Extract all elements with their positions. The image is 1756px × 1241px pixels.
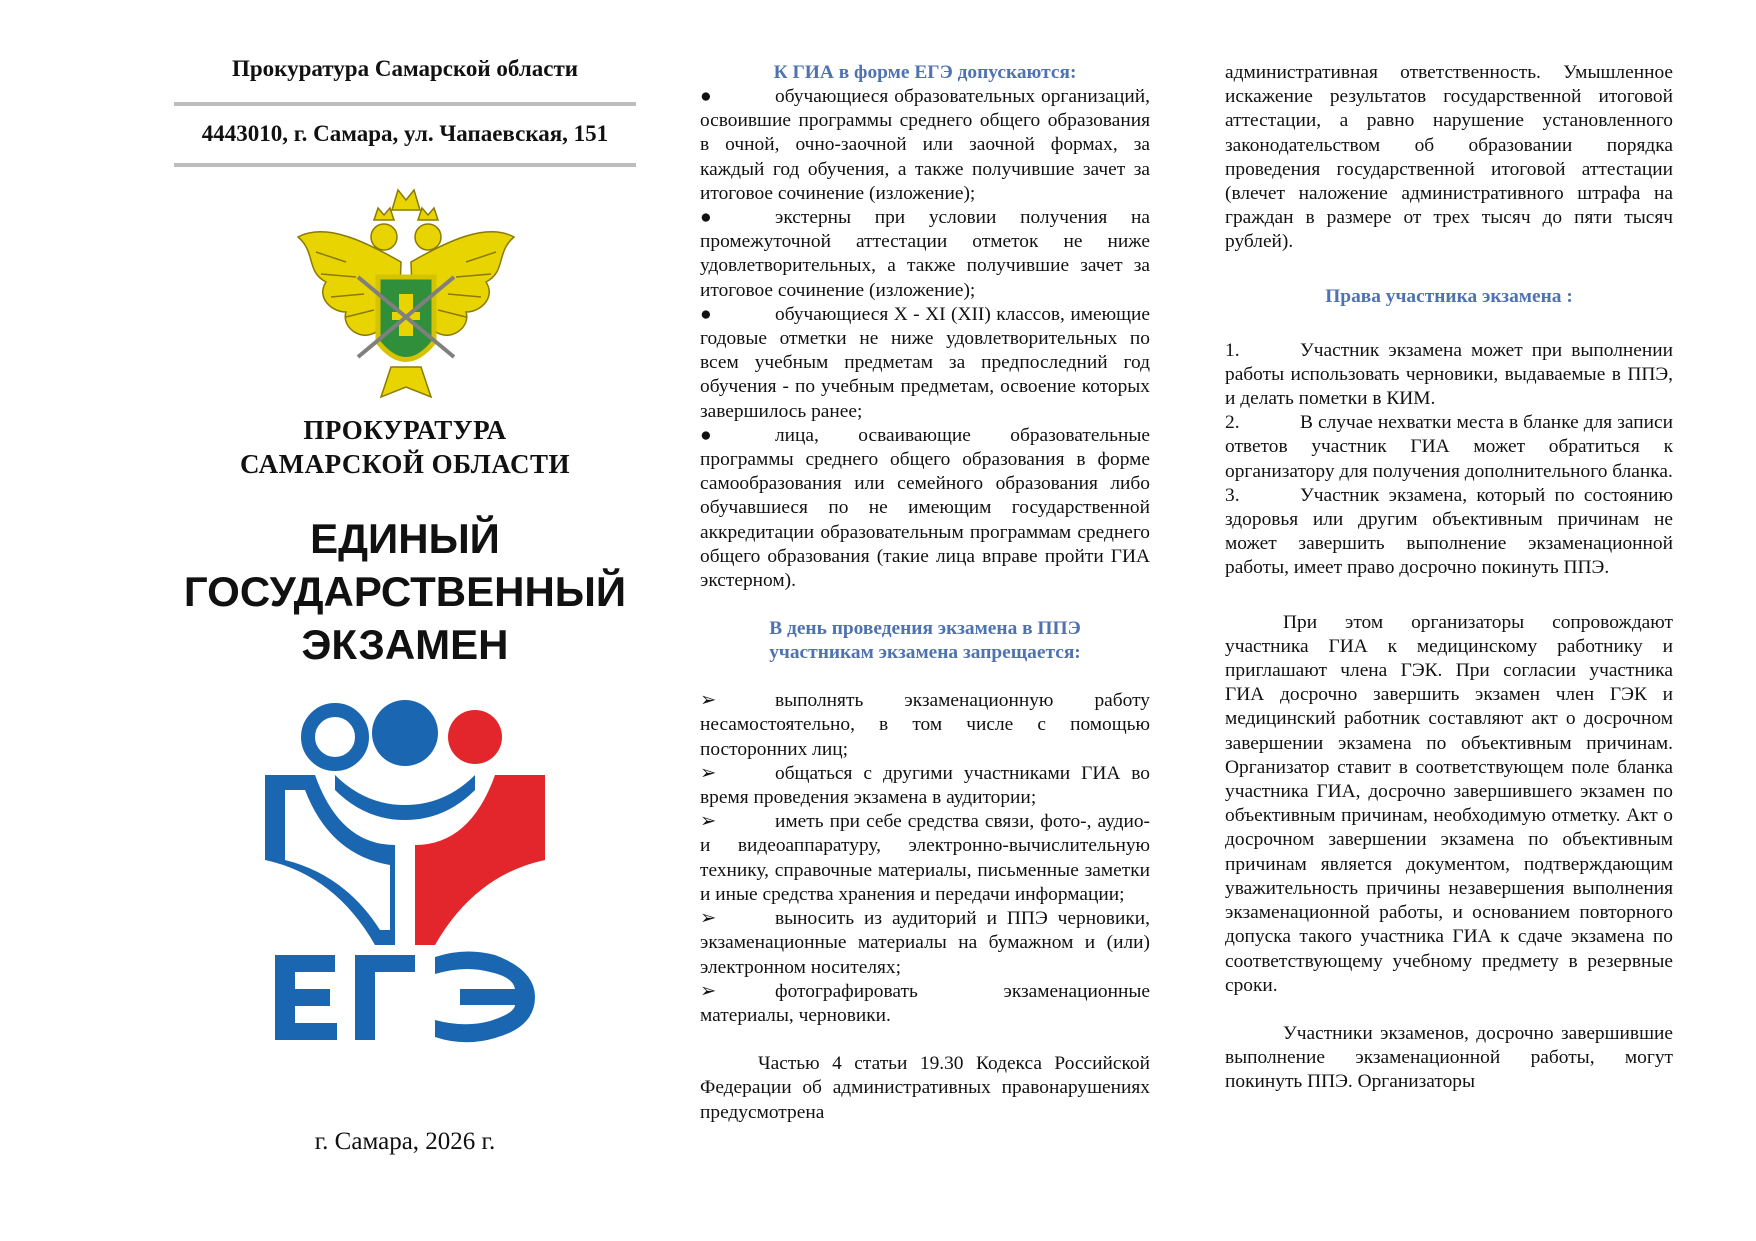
- liability-paragraph: Частью 4 статьи 19.30 Кодекса Российской Федерации об административных правонарушениях предусмотрена: [700, 1053, 1150, 1123]
- arrow-bullet-icon: ➢: [700, 980, 717, 1002]
- admitted-text: обучающиеся образовательных организаций, освоившие программы среднего общего образования в очной, очно-заочной или заочной формах, за каждый год обучения, а также получившие зачет за итоговое сочинение (изложение);: [700, 86, 1150, 204]
- heading-prohibited: [700, 617, 1150, 665]
- rights-text: Участник экзамена может при выполнении работы использовать черновики, выдаваемые в ППЭ, и делать пометки в КИМ.: [1225, 339, 1673, 410]
- prohibited-text: выполнять экзаменационную работу несамостоятельно, в том числе с помощью посторонних лиц;: [700, 690, 1150, 760]
- prohibited-item: [700, 689, 1150, 762]
- org-name: Прокуратура Самарской области: [232, 56, 578, 81]
- middle-column: [700, 61, 1150, 1125]
- prohibited-text: общаться с другими участниками ГИА во время проведения экзамена в аудитории;: [700, 762, 1150, 809]
- admitted-text: обучающиеся X - XI (XII) классов, имеющие годовые отметки не ниже удовлетворительных по всем учебным предметам за предпоследний год обучения - по учебным предметам, освоение которых завершилось ранее;: [700, 303, 1150, 422]
- city-year: г. Самара, 2026 г.: [314, 1128, 496, 1155]
- title-line1: ЕДИНЫЙ: [310, 515, 500, 562]
- heading-admitted: К ГИА в форме ЕГЭ допускаются:: [773, 62, 1077, 83]
- org-name-large: [170, 413, 640, 481]
- prohibited-text: выносить из аудиторий и ППЭ черновики, экзаменационные материалы на бумажном и (или) электронном носителях;: [700, 908, 1150, 978]
- rights-item: [1225, 339, 1673, 412]
- bullet-icon: ●: [700, 424, 712, 446]
- heading-prohibited-line2: участникам экзамена запрещается:: [769, 642, 1081, 664]
- ege-logo-icon: [265, 695, 545, 1045]
- exam-title: [170, 512, 640, 671]
- early-completion-paragraph: При этом организаторы сопровождают участника ГИА к медицинскому работнику и приглашают члена ГЭК. При согласии участника ГИА досрочно завершить экзамен член ГЭК и медицинский работник составляют акт о досрочном завершении экзамена по объективным причинам. Организатор ставит в соответствующем поле бланка участника ГИА, досрочно завершившего экзамен по объективным причинам, необходимую отметку. Акт о досрочном завершении экзамена по объективным причинам является документом, подтверждающим уважительность причины незавершения выполнения экзаменационной работы, и основанием повторного допуска такого участника ГИА к сдаче экзамена по соответствующему учебному предмету в резервные сроки.: [1225, 611, 1673, 996]
- prohibited-item: [700, 810, 1150, 907]
- prosecutor-emblem-icon: [286, 182, 526, 410]
- bullet-icon: ●: [700, 86, 712, 107]
- prohibited-item: [700, 762, 1150, 810]
- divider-bottom: [174, 163, 636, 167]
- prohibited-item: [700, 980, 1150, 1028]
- org-big-line1: ПРОКУРАТУРА: [303, 415, 507, 445]
- arrow-bullet-icon: ➢: [700, 811, 717, 833]
- rights-text: Участник экзамена, который по состоянию здоровья или другим объективным причинам не может завершить выполнение экзаменационной работы, имеет право досрочно покинуть ППЭ.: [1225, 484, 1673, 579]
- arrow-bullet-icon: ➢: [700, 762, 717, 784]
- heading-prohibited-line1: В день проведения экзамена в ППЭ: [769, 618, 1081, 640]
- arrow-bullet-icon: ➢: [700, 690, 717, 712]
- admitted-text: лица, осваивающие образовательные программы среднего общего образования в форме самообразования или семейного образования либо обучавшиеся по не имеющим государственной аккредитации образовательным программам среднего общего образования (такие лица вправе пройти ГИА экстерном).: [700, 424, 1150, 592]
- admitted-text: экстерны при условии получения на промежуточной аттестации отметок не ниже удовлетворительных, а также получившие зачет за итоговое сочинение (изложение);: [700, 207, 1150, 301]
- prohibited-text: фотографировать экзаменационные материалы, черновики.: [700, 980, 1150, 1026]
- bullet-icon: ●: [700, 207, 712, 229]
- admitted-item: [700, 206, 1150, 303]
- admitted-item: [700, 303, 1150, 424]
- admitted-item: [700, 424, 1150, 593]
- divider-top: [174, 102, 636, 106]
- right-column: [1225, 61, 1673, 1095]
- org-address: 4443010, г. Самара, ул. Чапаевская, 151: [201, 121, 609, 146]
- heading-rights: Права участника экзамена :: [1325, 285, 1573, 307]
- prohibited-item: [700, 907, 1150, 980]
- rights-number: 2.: [1225, 412, 1240, 434]
- title-line3: ЭКЗАМЕН: [301, 621, 509, 668]
- leaving-paragraph: Участники экзаменов, досрочно завершившие выполнение экзаменационной работы, могут покинуть ППЭ. Организаторы: [1225, 1022, 1673, 1093]
- arrow-bullet-icon: ➢: [700, 908, 717, 930]
- rights-text: В случае нехватки места в бланке для записи ответов участник ГИА может обратиться к организатору для получения дополнительного бланка.: [1225, 412, 1673, 482]
- rights-number: 3.: [1225, 484, 1240, 506]
- bullet-icon: ●: [700, 303, 712, 325]
- org-big-line2: САМАРСКОЙ ОБЛАСТИ: [239, 449, 571, 479]
- rights-number: 1.: [1225, 339, 1240, 361]
- title-line2: ГОСУДАРСТВЕННЫЙ: [183, 568, 627, 615]
- liability-continuation: административная ответственность. Умышленное искажение результатов государственной итоговой аттестации, а равно нарушение установленного законодательством об образовании порядка проведения государственной итоговой аттестации (влечет наложение административного штрафа на граждан в размере от трех тысяч до пяти тысяч рублей).: [1225, 62, 1673, 253]
- rights-item: [1225, 484, 1673, 581]
- rights-item: [1225, 411, 1673, 484]
- prohibited-text: иметь при себе средства связи, фото-, аудио- и видеоаппаратуру, электронно-вычислительную технику, справочные материалы, письменные заметки и иные средства хранения и передачи информации;: [700, 811, 1150, 905]
- admitted-item: [700, 85, 1150, 206]
